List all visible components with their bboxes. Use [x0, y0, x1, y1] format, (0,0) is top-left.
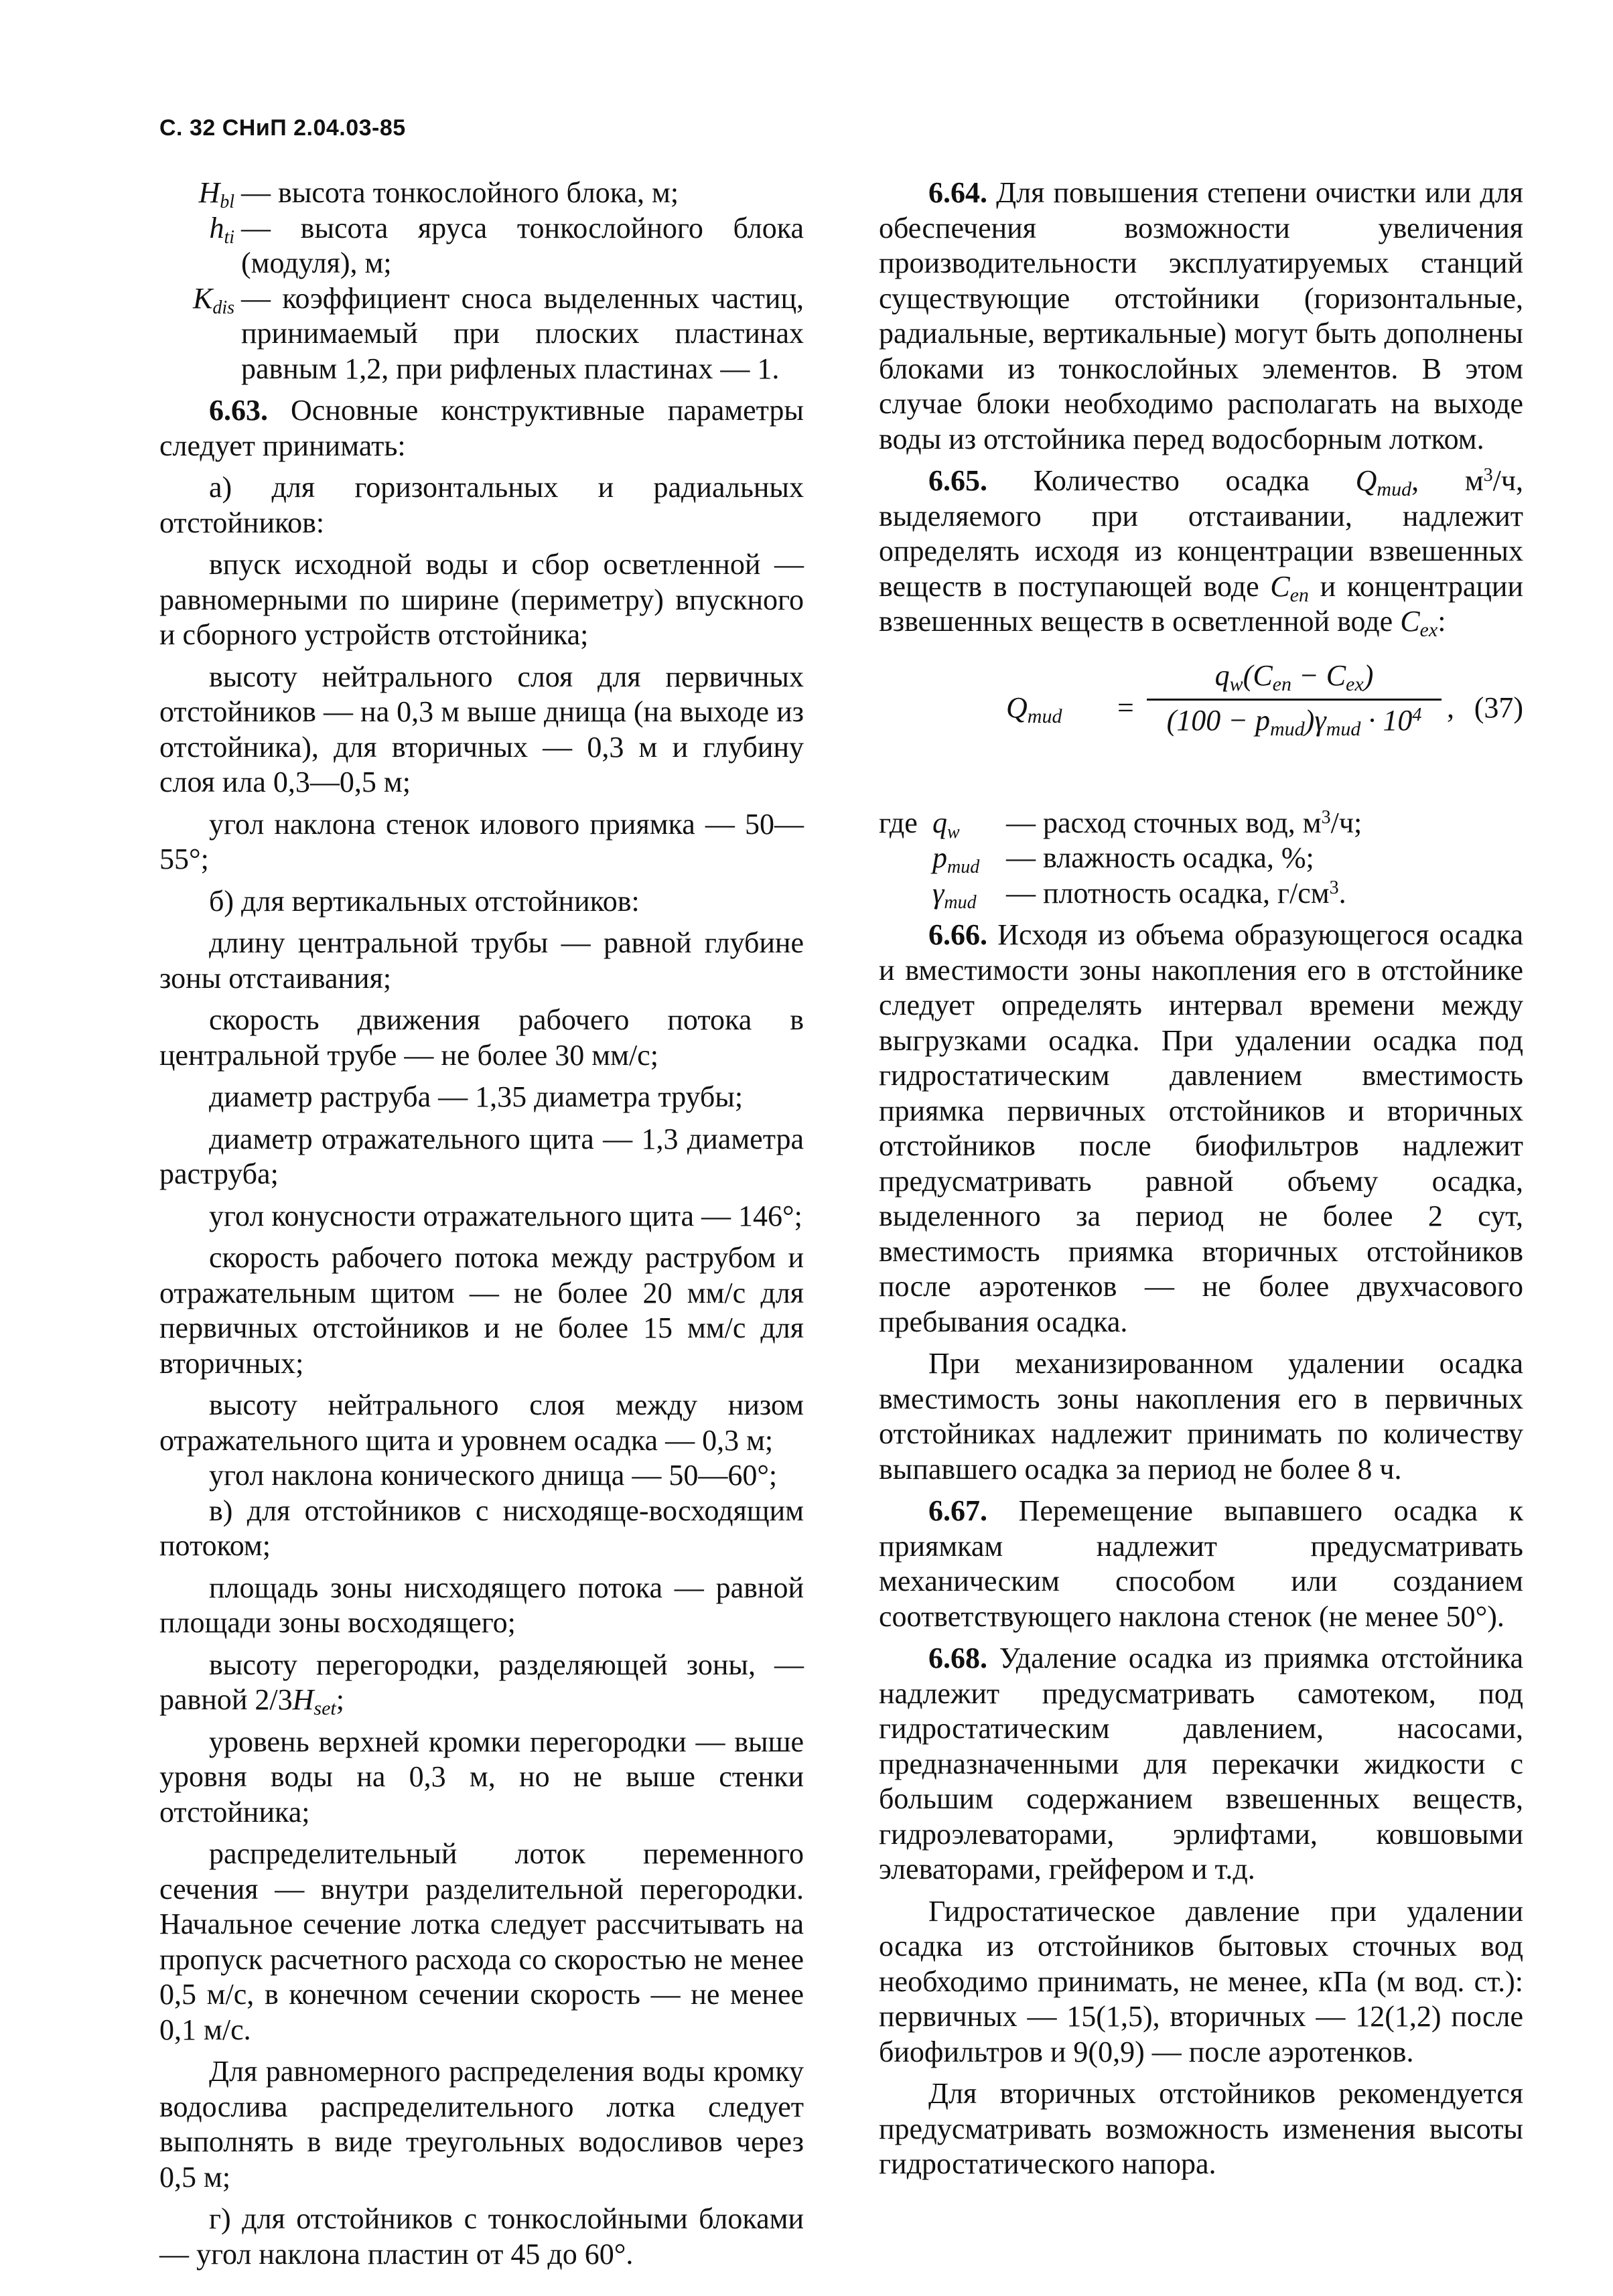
paragraph-6-63: 6.63. Основные конструктивные параметры следует принимать: [159, 394, 804, 462]
definition-symbol: $\gamma_{mud}$ [932, 876, 977, 913]
definition-text: — высота яруса тонкослойного блока (модуля), м; [241, 211, 804, 279]
section-number: 6.65. [928, 464, 987, 497]
where-label: где [879, 806, 918, 839]
page-header: С. 32 СНиП 2.04.03-85 [159, 115, 406, 141]
formula-lhs: $Q_{mud}$ [1006, 691, 1062, 727]
formula-numerator: $q_w(C_{en} - C_{ex})$ [1214, 658, 1374, 695]
definition-text: — влажность осадка, %; [1006, 841, 1314, 874]
definition-row [879, 806, 1523, 841]
paragraph: Для вторичных отстойников рекомендуется предусматривать возможность изменения высоты гидростатического напора. [879, 2077, 1523, 2180]
definition-text: — расход сточных вод, $м^3/ч$; [1006, 806, 1362, 839]
list-item: угол наклона конического днища — 50—60°; [209, 1459, 778, 1492]
paragraph-6-64: 6.64. Для повышения степени очистки или для обеспечения возможности увеличения производительности эксплуатируемых станций существующие отстойники (горизонтальные, радиальные, вертикальные) могут быть дополнены блоками из тонкослойных элементов. В этом случае блоки необходимо располагать на выходе воды из отстойника перед водосборным лотком. [879, 176, 1523, 455]
definition-row [879, 841, 1523, 876]
section-number: 6.63. [209, 394, 268, 427]
list-heading-a: а) для горизонтальных и радиальных отстойников: [159, 471, 804, 539]
list-item: высоту нейтрального слоя между низом отражательного щита и уровнем осадка — 0,3 м; [159, 1388, 804, 1457]
list-item: уровень верхней кромки перегородки — выше уровня воды на 0,3 м, но не выше стенки отстойника; [159, 1725, 804, 1828]
formula-number: (37) [1474, 691, 1523, 724]
list-item: высоту перегородки, разделяющей зоны, — равной $2/3H_{set}$; [159, 1648, 804, 1719]
paragraph: Гидростатическое давление при удалении осадка из отстойников бытовых сточных вод необходимо принимать, не менее, кПа (м вод. ст.): первичных — 15(1,5), вторичных — 12(1,2) после биофильтров и 9(0,9) — после аэротенков. [879, 1894, 1523, 2068]
paragraph-6-67: 6.67. Перемещение выпавшего осадка к приямкам надлежит предусматривать механическим способом или созданием соответствующего наклона стенок (не менее 50°). [879, 1494, 1523, 1633]
section-number: 6.67. [928, 1494, 987, 1527]
definition-row [879, 876, 1523, 912]
formula-equals: = [1117, 691, 1134, 724]
definition-symbol: $p_{mud}$ [932, 841, 980, 877]
symbol-definitions [159, 175, 804, 386]
formula-definitions [879, 806, 1523, 912]
list-item: высоту нейтрального слоя для первичных отстойников — на 0,3 м выше днища (на выходе из отстойника), для вторичных — 0,3 м и глубину слоя ила 0,3—0,5 м; [159, 660, 804, 798]
section-number: 6.64. [928, 176, 987, 209]
definition-symbol: $H_{bl}$ [198, 176, 234, 212]
fraction-bar [1147, 699, 1442, 701]
list-item: площадь зоны нисходящего потока — равной площади зоны восходящего; [159, 1571, 804, 1639]
definition-symbol: $h_{ti}$ [209, 211, 234, 248]
right-column [879, 175, 1523, 2182]
left-column [159, 175, 804, 2272]
list-heading-g: г) для отстойников с тонкослойными блоками — угол наклона пластин от 45 до 60°. [159, 2202, 804, 2271]
list-item: впуск исходной воды и сбор осветленной — равномерными по ширине (периметру) впускного и сборного устройств отстойника; [159, 548, 804, 651]
section-number: 6.66. [928, 918, 987, 951]
paragraph-6-65: 6.65. Количество осадка $Q_{mud}$, $м^3/ч$, выделяемого при отстаивании, надлежит определять исходя из концентрации взвешенных веществ в поступающей воде $C_{en}$ и концентрации взвешенных веществ в осветленной воде $C_{ex}$: [879, 464, 1524, 641]
paragraph-6-66: 6.66. Исходя из объема образующегося осадка и вместимости зоны накопления его в отстойнике следует определять интервал времени между выгрузками осадка. При удалении осадка под гидростатическим давлением вместимость приямка первичных отстойников и вторичных отстойников после биофильтров надлежит предусматривать равной объему осадка, выделенного за период не более 2 сут, вместимость приямка вторичных отстойников после аэротенков — не более двухчасового пребывания осадка. [879, 918, 1524, 1338]
definition-symbol: $K_{dis}$ [192, 281, 234, 318]
formula-fraction [1147, 658, 1442, 739]
list-item: Для равномерного распределения воды кромку водослива распределительного лотка следует выполнять в виде треугольных водосливов через 0,5 м; [159, 2055, 804, 2194]
paragraph-6-68: 6.68. Удаление осадка из приямка отстойника надлежит предусматривать самотеком, под гидростатическим давлением, насосами, предназначенными для перекачки жидкости с большим содержанием взвешенных веществ, гидроэлеваторами, эрлифтами, ковшовыми элеваторами, грейфером и т.д. [879, 1642, 1524, 1885]
paragraph: При механизированном удалении осадка вместимость зоны накопления его в первичных отстойниках надлежит принимать по количеству выпавшего осадка за период не более 8 ч. [879, 1347, 1523, 1486]
definition-text: — высота тонкослойного блока, м; [241, 176, 679, 209]
definition-row [159, 281, 804, 387]
list-heading-b: б) для вертикальных отстойников: [209, 884, 640, 918]
formula-denominator: $(100 - p_{mud})\gamma_{mud} \cdot 10^4$ [1166, 703, 1422, 740]
definition-row [159, 211, 804, 281]
definition-row [159, 175, 804, 211]
list-item: диаметр отражательного щита — 1,3 диаметра раструба; [159, 1122, 804, 1190]
definition-text: — плотность осадка, $г/см^3$. [1006, 876, 1346, 910]
list-item: длину центральной трубы — равной глубине зоны отстаивания; [159, 926, 804, 995]
definition-symbol: $q_w$ [932, 806, 960, 843]
list-item: угол наклона стенок илового приямка — 50—55°; [159, 807, 804, 875]
definition-text: — коэффициент сноса выделенных частиц, принимаемый при плоских пластинах равным 1,2, при рифленых пластинах — 1. [241, 281, 804, 385]
list-item: диаметр раструба — 1,35 диаметра трубы; [209, 1080, 744, 1113]
section-number: 6.68. [928, 1642, 987, 1674]
list-heading-v: в) для отстойников с нисходяще-восходящим потоком; [159, 1494, 804, 1562]
list-item: распределительный лоток переменного сечения — внутри разделительной перегородки. Начальное сечение лотка следует рассчитывать на пропуск расчетного расхода со скоростью не менее 0,5 м/с, в конечном сечении скорость — не менее 0,1 м/с. [159, 1837, 804, 2046]
formula-comma: , [1447, 691, 1454, 724]
formula-37 [879, 658, 1523, 766]
list-item: скорость движения рабочего потока в центральной трубе — не более 30 мм/с; [159, 1003, 804, 1072]
list-item: угол конусности отражательного щита — 146°; [209, 1199, 802, 1232]
list-item: скорость рабочего потока между раструбом и отражательным щитом — не более 20 мм/с для первичных отстойников и не более 15 мм/с для вторичных; [159, 1241, 804, 1380]
